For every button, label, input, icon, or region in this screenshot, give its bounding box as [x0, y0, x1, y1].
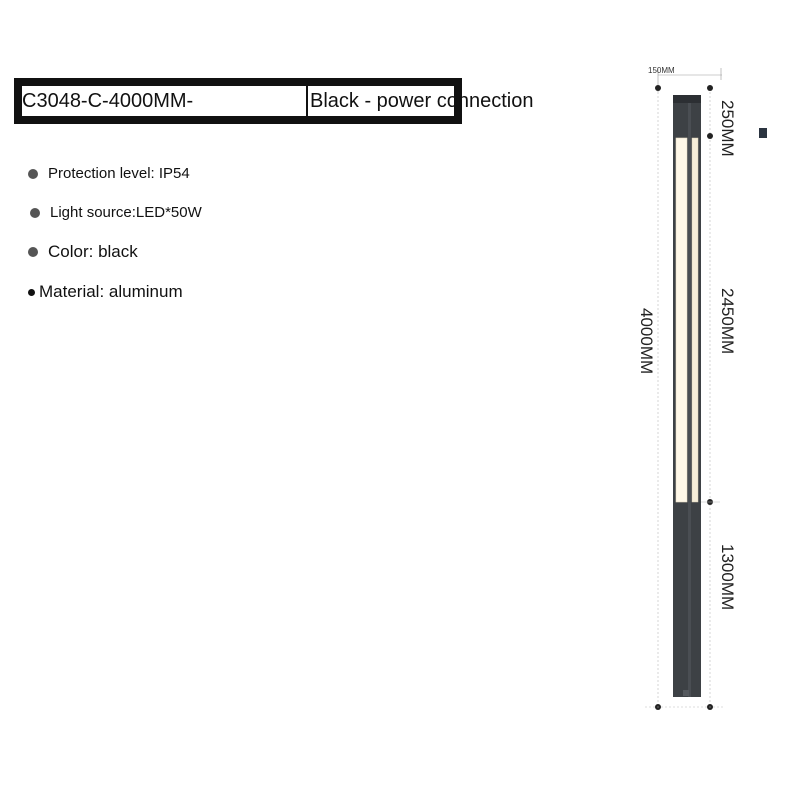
- light-panel: [676, 138, 687, 502]
- top-segment-label: 250MM: [718, 100, 737, 157]
- spec-protection: Protection level: IP54: [48, 165, 190, 182]
- small-marker-icon: [759, 128, 767, 138]
- variant-label: Black - power connection: [310, 90, 534, 112]
- light-segment-label: 2450MM: [718, 288, 737, 355]
- dimension-drawing: [620, 60, 800, 720]
- pole-cap: [673, 95, 701, 103]
- spec-light-source: Light source:LED*50W: [50, 204, 202, 221]
- spec-item: [28, 165, 190, 182]
- dimension-dot: [655, 85, 661, 91]
- spec-item: [28, 282, 183, 302]
- model-header: [14, 78, 534, 124]
- dimension-dot: [707, 85, 713, 91]
- variant-cell: [308, 86, 534, 116]
- bullet-icon: [28, 247, 38, 257]
- model-number: C3048-C-4000MM-: [22, 86, 306, 116]
- dimension-dot: [707, 133, 713, 139]
- bullet-icon: [30, 208, 40, 218]
- pole-foot-detail: [683, 690, 689, 696]
- spec-color: Color: black: [48, 242, 138, 261]
- light-panel-side: [692, 138, 698, 502]
- total-height-label: 4000MM: [637, 308, 656, 375]
- width-label: 150MM: [648, 66, 675, 75]
- bullet-icon: [28, 289, 35, 296]
- bullet-icon: [28, 169, 38, 179]
- spec-material: Material: aluminum: [39, 282, 183, 301]
- pole-edge: [688, 103, 691, 697]
- base-segment-label: 1300MM: [718, 544, 737, 611]
- spec-item: [28, 242, 138, 262]
- spec-item: [30, 204, 202, 221]
